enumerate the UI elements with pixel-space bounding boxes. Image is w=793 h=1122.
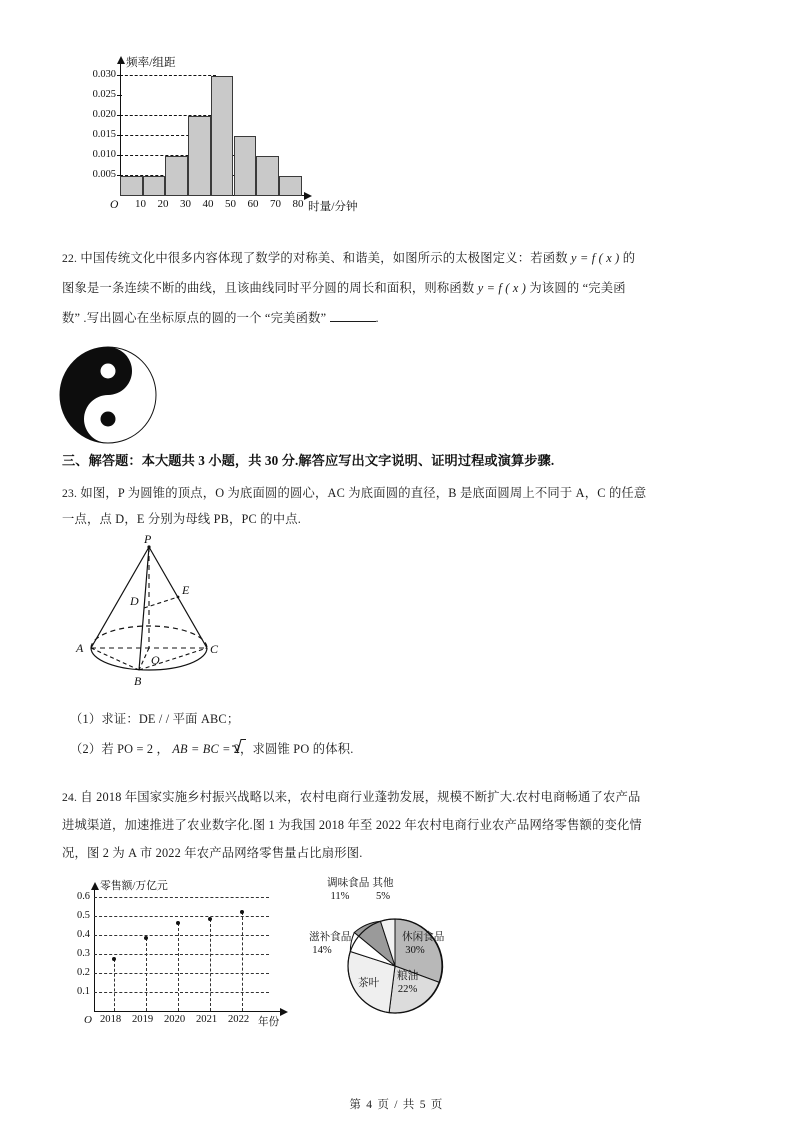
question-22-period: .	[375, 311, 379, 325]
scatter-x-tick-label: 2018	[100, 1014, 122, 1025]
question-23-sub-2-c: ，求圆锥 PO 的体积.	[240, 742, 354, 756]
question-23-sub-2-a: （2）若 PO = 2 ，	[70, 742, 170, 756]
question-23-text-1: 如图，P 为圆锥的顶点，O 为底面圆的圆心，AC 为底面圆的直径，B 是底面圆周上不同于 A，C 的任意	[80, 486, 647, 500]
question-23-number: 23.	[62, 487, 78, 500]
question-24-line-2: 进城渠道，加速推进了农业数字化.图 1 为我国 2018 年至 2022 年农村电商行业农产品网络零售额的变化情	[62, 818, 642, 832]
histogram-y-tick-label: 0.010	[92, 149, 116, 160]
histogram-origin-label: O	[110, 198, 119, 211]
question-22-text-b: 的	[619, 251, 636, 265]
question-22-math-2: y = f ( x )	[477, 281, 527, 295]
scatter-x-tick-label: 2022	[228, 1014, 250, 1025]
histogram-y-axis-title: 频率/组距	[126, 56, 176, 69]
scatter-point	[240, 910, 244, 914]
scatter-y-axis-arrow	[91, 882, 99, 890]
histogram-bar	[120, 176, 143, 196]
svg-text:D: D	[130, 594, 139, 608]
histogram-bar	[211, 76, 234, 196]
histogram-y-tick-label: 0.005	[92, 169, 116, 180]
cone-diagram	[58, 533, 288, 698]
scatter-drop-line	[210, 919, 211, 1011]
question-22-number: 22.	[62, 252, 78, 265]
histogram-gridline	[120, 75, 216, 76]
question-22-text-c: 图象是一条连续不断的曲线，且该曲线同时平分圆的周长和面积，则称函数	[62, 281, 478, 295]
histogram-x-tick-label: 70	[270, 198, 281, 210]
question-23-line-2: 一点，点 D，E 分别为母线 PB，PC 的中点.	[62, 512, 302, 526]
histogram-y-tick-label: 0.025	[92, 89, 116, 100]
histogram-x-tick-label: 80	[292, 198, 304, 210]
question-23-sub-1: （1）求证：DE / / 平面 ABC；	[70, 712, 240, 726]
scatter-drop-line	[242, 912, 243, 1011]
scatter-x-tick-label: 2021	[196, 1014, 218, 1025]
histogram-x-tick-label: 30	[180, 198, 191, 210]
scatter-origin-label: O	[84, 1014, 92, 1026]
pie-slice-pct-xiuxian: 30%	[405, 944, 425, 956]
question-22-text-e: 数” .写出圆心在坐标原点的圆的一个 “完美函数”	[62, 311, 330, 325]
histogram-x-axis-title: 时量/分钟	[308, 200, 358, 213]
scatter-x-axis	[94, 1011, 282, 1012]
histogram-bar	[165, 156, 188, 196]
question-23-sub-2	[70, 734, 770, 765]
product-share-pie-chart	[300, 876, 490, 1041]
histogram-x-tick-label: 50	[225, 198, 236, 210]
histogram-y-tick-label: 0.015	[92, 129, 116, 140]
scatter-y-tick-label: 0.2	[77, 967, 90, 978]
histogram-y-tick	[117, 75, 122, 76]
scatter-point	[144, 936, 148, 940]
scatter-drop-line	[114, 959, 115, 1011]
pie-slice-name-qita: 其他	[372, 878, 394, 889]
scatter-y-axis	[94, 890, 95, 1012]
cone-figure-icon	[58, 533, 288, 698]
histogram-y-axis-arrow	[117, 56, 125, 64]
svg-text:B: B	[134, 674, 142, 688]
scatter-x-tick-label: 2020	[164, 1014, 186, 1025]
question-24-line-3: 况，图 2 为 A 市 2022 年农产品网络零售量占比扇形图.	[62, 846, 363, 860]
scatter-x-tick-label: 2019	[132, 1014, 154, 1025]
scatter-drop-line	[178, 923, 179, 1011]
scatter-x-axis-title: 年份	[258, 1017, 280, 1028]
pie-slice-name-liangyou: 粮油	[397, 971, 419, 982]
question-23-sub-2-b: AB = BC =	[172, 742, 231, 756]
scatter-x-axis-arrow	[280, 1008, 288, 1016]
histogram-y-tick	[117, 155, 122, 156]
pie-slice-pct-tiaowei: 11%	[330, 890, 350, 902]
svg-text:A: A	[76, 641, 84, 655]
scatter-point	[208, 917, 212, 921]
retail-sales-scatter-chart	[62, 878, 317, 1038]
question-22-line-1	[62, 243, 762, 274]
question-22-text-a: 中国传统文化中很多内容体现了数学的对称美、和谐美，如图所示的太极图定义：若函数	[80, 251, 572, 265]
pie-slice-pct-qita: 5%	[375, 890, 391, 902]
section-3-heading: 三、解答题：本大题共 3 小题，共 30 分.解答应写出文字说明、证明过程或演算步骤.	[62, 453, 555, 468]
scatter-y-axis-title: 零售额/万亿元	[100, 880, 168, 892]
taiji-icon	[58, 345, 158, 445]
scatter-point	[176, 921, 180, 925]
pie-slice-label-xiuxian	[402, 932, 445, 957]
question-22-text-d: 为该圆的 “完美函	[526, 281, 626, 295]
scatter-y-tick-label: 0.3	[77, 948, 90, 959]
scatter-drop-line	[146, 938, 147, 1011]
pie-slice-pct-zibu: 14%	[312, 944, 332, 956]
pie-slice-name-zibu: 滋补食品	[309, 932, 352, 943]
question-24-number: 24.	[62, 791, 78, 804]
histogram-bar	[256, 156, 279, 196]
svg-text:E: E	[182, 583, 190, 597]
svg-text:P: P	[144, 533, 152, 546]
pie-slice-name-tiaowei: 调味食品	[327, 878, 370, 889]
histogram-y-tick-label: 0.030	[92, 69, 116, 80]
question-22-line-2	[62, 273, 762, 303]
scatter-gridline	[94, 897, 269, 898]
histogram-y-tick	[117, 135, 122, 136]
pie-slice-label-chaye	[358, 978, 379, 991]
histogram-bar	[143, 176, 166, 196]
pie-slice-label-qita	[362, 878, 404, 903]
pie-slice-label-zibu	[301, 932, 352, 957]
histogram-x-tick-label: 20	[157, 198, 169, 210]
svg-text:O: O	[151, 653, 160, 667]
question-24-text-1: 自 2018 年国家实施乡村振兴战略以来，农村电商行业蓬勃发展，规模不断扩大.农村电商畅通了农产品	[80, 790, 641, 804]
histogram-x-tick-label: 40	[202, 198, 214, 210]
pie-slice-name-xiuxian: 休闲食品	[402, 932, 445, 943]
question-24-line-1	[62, 782, 762, 813]
svg-text:C: C	[210, 642, 219, 656]
histogram-y-tick	[117, 95, 122, 96]
histogram-y-tick	[117, 115, 122, 116]
page-footer: 第 4 页 / 共 5 页	[349, 1098, 444, 1111]
scatter-y-tick-label: 0.5	[77, 910, 90, 921]
scatter-y-tick-label: 0.1	[77, 986, 90, 997]
frequency-histogram	[56, 48, 396, 220]
pie-slice-label-tiaowei	[319, 878, 370, 903]
histogram-bar	[234, 136, 257, 196]
answer-blank[interactable]	[330, 310, 376, 322]
pie-slice-pct-liangyou: 22%	[397, 983, 418, 995]
histogram-x-tick-label: 60	[247, 198, 259, 210]
question-22-math-1: y = f ( x )	[571, 251, 620, 265]
histogram-y-tick-label: 0.020	[92, 109, 116, 120]
scatter-y-tick-label: 0.6	[77, 891, 90, 902]
histogram-x-tick-label: 10	[135, 198, 146, 210]
pie-slice-label-liangyou	[397, 971, 418, 996]
taiji-diagram	[58, 345, 158, 445]
scatter-y-tick-label: 0.4	[77, 929, 90, 940]
pie-slice-name-chaye: 茶叶	[358, 978, 380, 989]
question-22-line-3	[62, 303, 762, 333]
question-23-sqrt-radicand: 2	[233, 742, 241, 756]
scatter-point	[112, 957, 116, 961]
histogram-bar	[279, 176, 302, 196]
histogram-bar	[188, 116, 211, 196]
